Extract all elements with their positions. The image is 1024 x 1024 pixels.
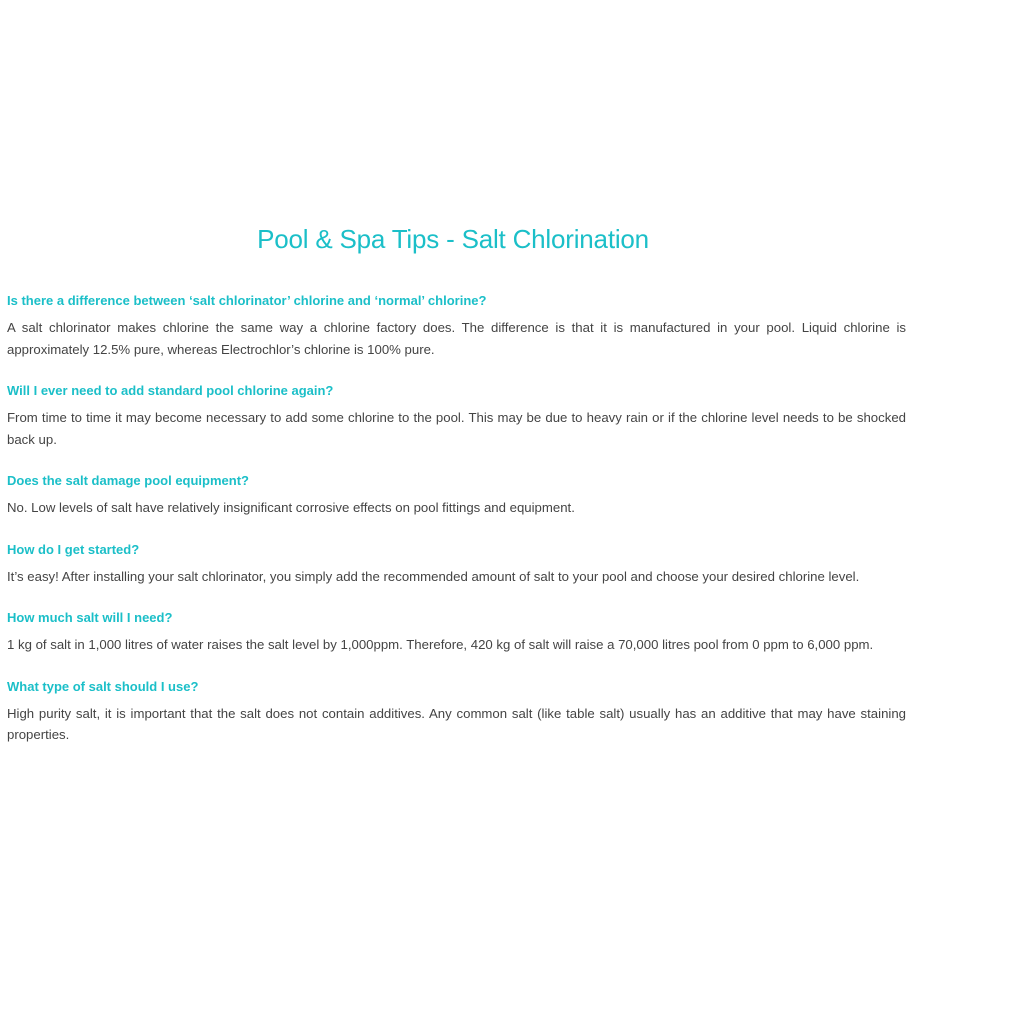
faq-answer: High purity salt, it is important that the salt does not contain additives. Any common salt (like table salt) usually has an additive that may have staining properties. xyxy=(7,705,906,742)
faq-item xyxy=(7,677,906,746)
page-title: Pool & Spa Tips - Salt Chlorination xyxy=(257,224,649,254)
faq-answer: No. Low levels of salt have relatively insignificant corrosive effects on pool fittings and equipment. xyxy=(7,500,575,515)
faq-question: Is there a difference between ‘salt chlorinator’ chlorine and ‘normal’ chlorine? xyxy=(7,293,487,308)
faq-question: Does the salt damage pool equipment? xyxy=(7,473,249,488)
faq-item xyxy=(7,291,906,360)
faq-item xyxy=(7,381,906,450)
faq-question: What type of salt should I use? xyxy=(7,678,199,694)
faq-question: How much salt will I need? xyxy=(7,610,173,625)
faq-answer: 1 kg of salt in 1,000 litres of water raises the salt level by 1,000ppm. Therefore, 420 kg of salt will raise a 70,000 litres pool from 0 ppm to 6,000 ppm. xyxy=(7,637,874,652)
faq-item xyxy=(7,608,906,656)
faq-question: Will I ever need to add standard pool chlorine again? xyxy=(7,383,334,398)
faq-item xyxy=(7,471,906,519)
faq-list xyxy=(7,291,906,767)
faq-question: How do I get started? xyxy=(7,541,140,557)
faq-item xyxy=(7,540,906,588)
faq-answer: It’s easy! After installing your salt chlorinator, you simply add the recommended amount of salt to your pool and choose your desired chlorine level. xyxy=(7,568,860,584)
faq-answer: A salt chlorinator makes chlorine the same way a chlorine factory does. The difference is that it is manufactured in your pool. Liquid chlorine is approximately 12.5% pure, whereas Electrochlor’s chlorine is 100% pure. xyxy=(7,320,906,357)
faq-answer: From time to time it may become necessary to add some chlorine to the pool. This may be due to heavy rain or if the chlorine level needs to be shocked back up. xyxy=(7,410,906,447)
